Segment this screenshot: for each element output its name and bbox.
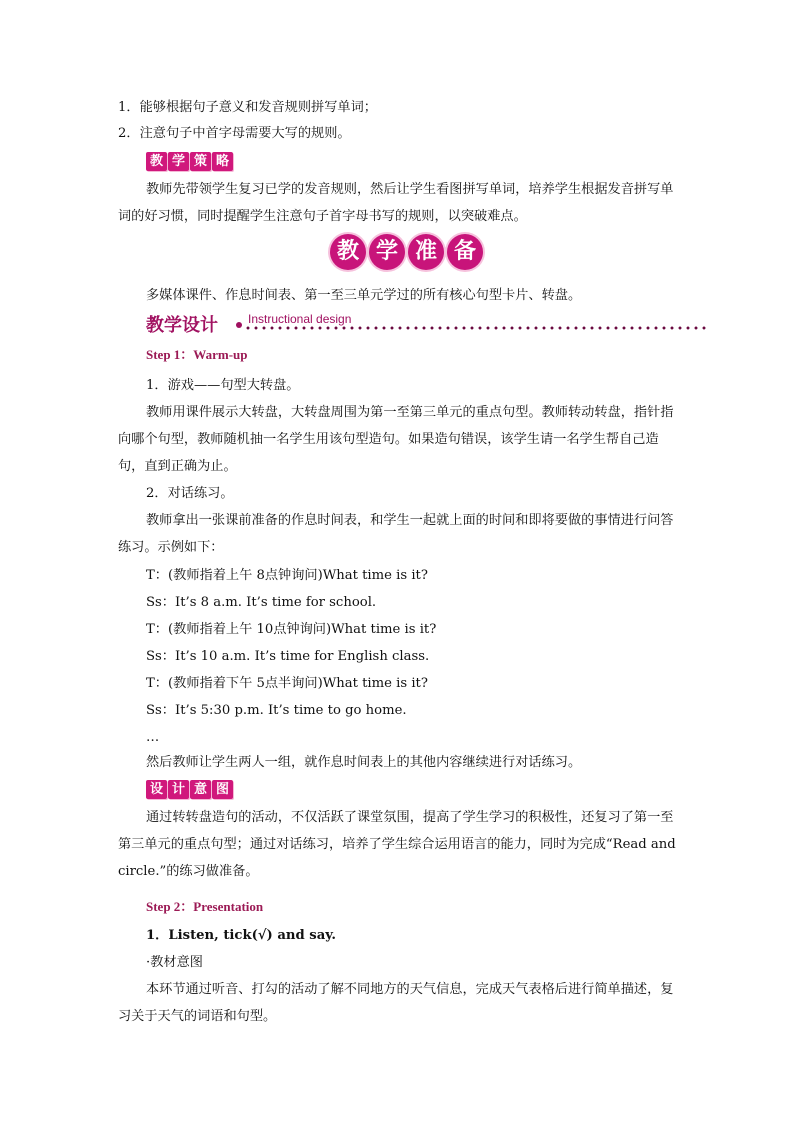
dialog-line: Ss：It’s 5:30 p.m. It’s time to go home. [146, 703, 407, 718]
design-bullet [236, 322, 242, 328]
objective-2: 2．注意句子中首字母需要大写的规则。 [118, 126, 351, 141]
pair-paragraph: 然后教师让学生两人一组，就作息时间表上的其他内容继续进行对话练习。 [146, 755, 582, 770]
dialog-title: 2．对话练习。 [146, 486, 234, 501]
step-2-heading: Step 2：Presentation [146, 899, 264, 914]
step-1-heading: Step 1：Warm-up [146, 347, 248, 362]
material-paragraph: 本环节通过听音、打勾的活动了解不同地方的天气信息，完成天气表格后进行简单描述，复习关于天气的词语和句型。 [118, 982, 674, 1024]
dialog-line: T：(教师指着上午 8点钟询问)What time is it? [146, 568, 428, 583]
banner-char: 学 [369, 234, 405, 270]
prep-paragraph: 多媒体课件、作息时间表、第一至三单元学过的所有核心句型卡片、转盘。 [146, 288, 582, 303]
dialog-paragraph: 教师拿出一张课前准备的作息时间表，和学生一起就上面的时间和即将要做的事情进行问答练习。示例如下： [118, 513, 674, 555]
design-dotted-rule [244, 326, 708, 330]
tag-char: 策 [190, 152, 211, 171]
tag-char: 略 [212, 152, 233, 171]
design-subtitle: Instructional design [248, 312, 352, 326]
banner-char: 教 [330, 234, 366, 270]
strategy-paragraph: 教师先带领学生复习已学的发音规则，然后让学生看图拼写单词，培养学生根据发音拼写单词的好习惯，同时提醒学生注意句子首字母书写的规则，以突破难点。 [118, 182, 674, 224]
design-title: 教学设计 [146, 315, 218, 336]
intent-paragraph: 通过转转盘造句的活动，不仅活跃了课堂氛围，提高了学生学习的积极性，还复习了第一至第三单元的重点句型；通过对话练习，培养了学生综合运用语言的能力，同时为完成“Read and circle.”的练习做准备。 [118, 810, 676, 879]
dialog-line: Ss：It’s 10 a.m. It’s time for English class. [146, 649, 430, 664]
dialog-line: T：(教师指着下午 5点半询问)What time is it? [146, 676, 428, 691]
dialog-line: Ss：It’s 8 a.m. It’s time for school. [146, 595, 377, 610]
tag-char: 意 [190, 780, 211, 799]
tag-char: 图 [212, 780, 233, 799]
listen-title: 1．Listen, tick(√) and say. [146, 928, 336, 943]
game-title: 1．游戏——句型大转盘。 [146, 378, 300, 393]
intent-tag [146, 780, 233, 800]
dialog-line: T：(教师指着上午 10点钟询问)What time is it? [146, 622, 437, 637]
game-paragraph: 教师用课件展示大转盘，大转盘周围为第一至第三单元的重点句型。教师转动转盘，指针指向哪个句型，教师随机抽一名学生用该句型造句。如果造句错误，该学生请一名学生帮自己造句，直到正确为止。 [118, 405, 674, 474]
banner-char: 备 [447, 234, 483, 270]
objective-1: 1．能够根据句子意义和发音规则拼写单词； [118, 100, 377, 115]
tag-char: 学 [168, 152, 189, 171]
ellipsis: … [146, 730, 160, 745]
tag-char: 教 [146, 152, 167, 171]
banner-char: 准 [408, 234, 444, 270]
material-title: ·教材意图 [146, 955, 203, 970]
prep-banner [330, 234, 483, 270]
strategy-tag [146, 152, 233, 172]
tag-char: 设 [146, 780, 167, 799]
tag-char: 计 [168, 780, 189, 799]
